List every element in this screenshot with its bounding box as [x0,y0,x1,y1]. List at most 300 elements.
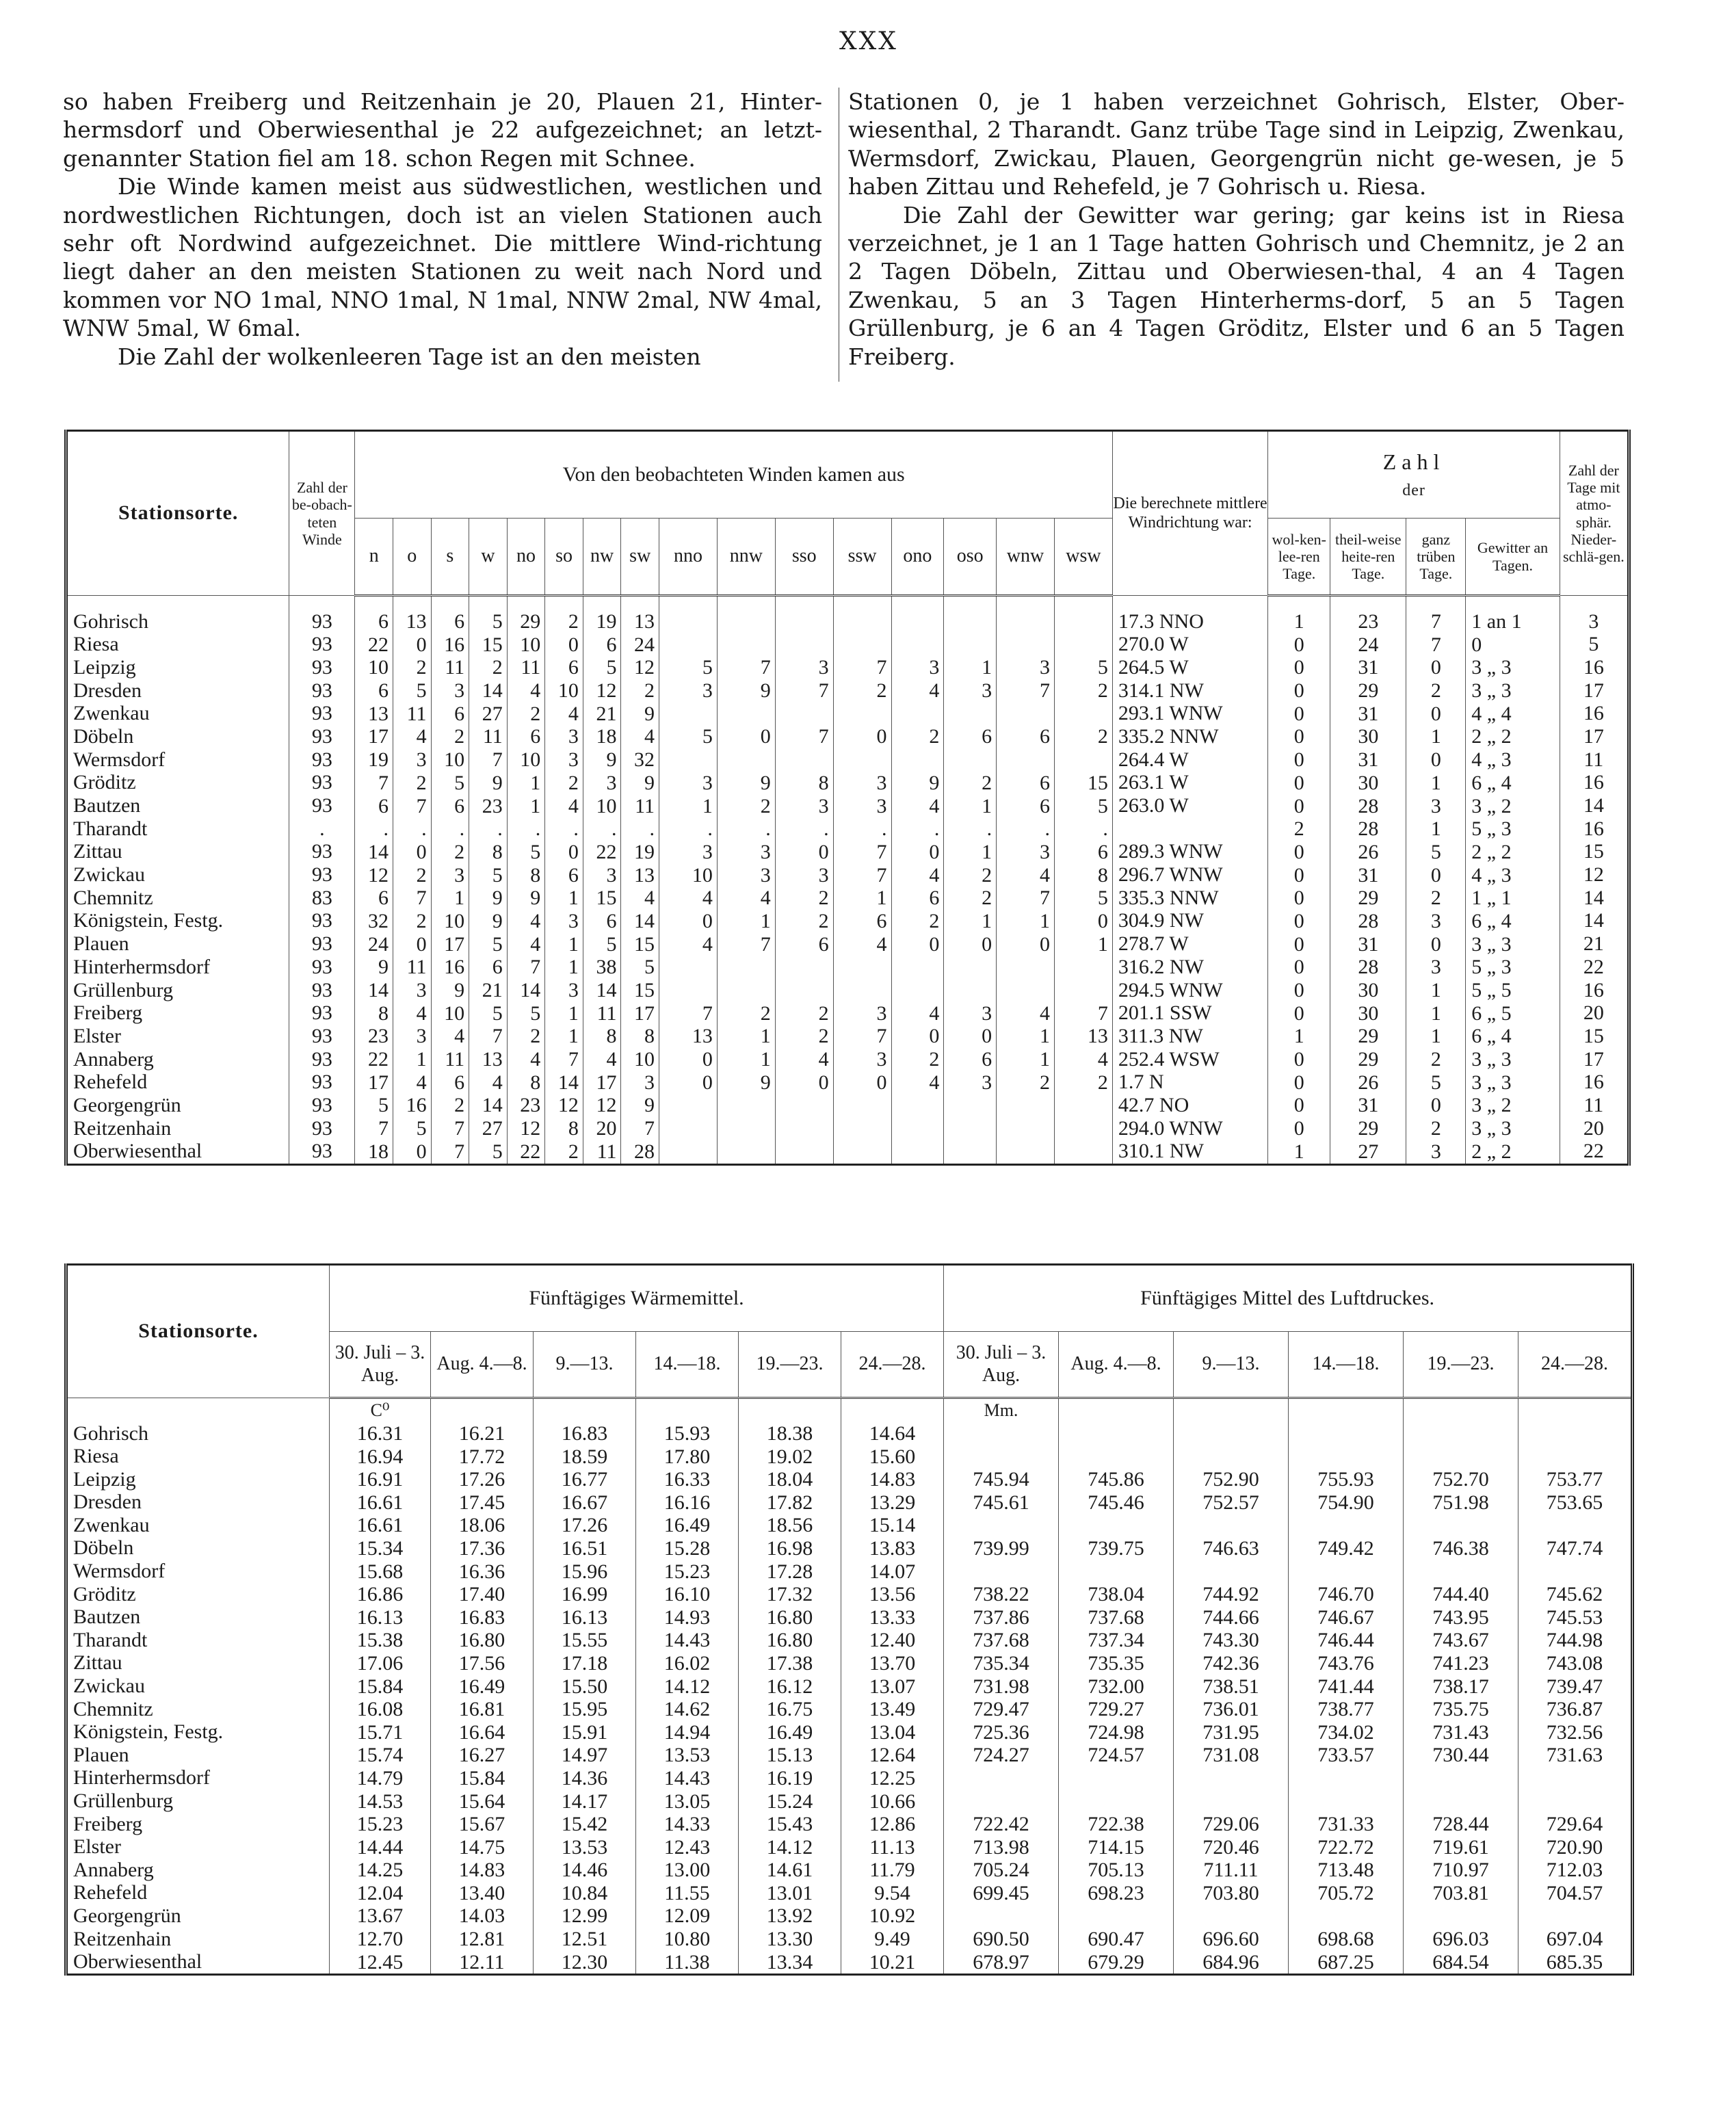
dir-so-cell: 2 [568,610,579,633]
clear-days-cell: 0 [1293,863,1304,887]
temperature-period-1-cell: 13.67 [356,1904,404,1928]
dir-o-cell: 2 [416,863,427,887]
dir-o-cell: 3 [416,1025,427,1048]
pressure-period-6-cell [1518,1560,1631,1584]
direction-header-s: s [431,519,469,596]
precip-days-cell: 11 [1583,1093,1604,1116]
unit-label [431,1399,533,1422]
dir-nnw-cell [718,703,771,726]
dir-w-cell: 23 [482,794,503,817]
temperature-period-2-cell: 17.26 [458,1468,505,1491]
dir-nno-cell [659,1140,713,1164]
dir-o-cell: 16 [406,1094,427,1117]
dir-nno-cell [659,1094,713,1117]
overcast-days-cell: 2 [1430,679,1441,703]
dir-n-cell: 19 [367,748,389,772]
dir-ono-cell: . [934,817,940,841]
dir-oso-cell: 6 [982,725,992,748]
unit-label [1404,1399,1518,1422]
pressure-period-6-cell: 736.87 [1546,1698,1603,1721]
dir-ono-cell [892,703,940,726]
dir-no-cell: 7 [530,956,541,979]
mean-direction-cell: 252.4 WSW [1118,1047,1220,1071]
dir-s-cell: 17 [444,932,465,956]
dir-o-cell: 7 [416,887,427,910]
partly-clear-days-cell: 30 [1358,979,1379,1001]
dir-sw-cell: 9 [644,702,655,725]
precip-days-cell: 20 [1583,1116,1604,1140]
station-cell: Leipzig [73,1467,136,1491]
dir-ssw-cell: 7 [876,863,887,887]
dir-ssw-cell: 7 [876,1025,887,1048]
dir-nw-cell: 19 [596,610,617,633]
dir-oso-cell: 0 [982,932,992,956]
temperature-period-6-cell: 13.04 [869,1720,916,1744]
dir-oso-cell: 1 [982,909,992,932]
dir-o-cell: 3 [416,979,427,1001]
dir-w-cell: 15 [482,633,503,656]
dir-no-cell: 11 [521,656,541,679]
dir-wsw-cell [1055,956,1108,979]
pressure-period-4-cell: 746.44 [1317,1629,1374,1652]
partly-clear-days-cell: 31 [1358,656,1379,679]
clear-days-cell: 0 [1293,656,1304,679]
period-header: 19.—23. [739,1332,841,1398]
dir-w-cell: 5 [492,1001,503,1025]
precip-days-header: Zahl der Tage mit atmo-sphär. Nieder-schlä-gen. [1560,431,1629,596]
pressure-period-2-cell: 722.38 [1088,1813,1144,1836]
pressure-period-5-cell: 728.44 [1432,1813,1489,1836]
dir-o-cell: 13 [406,610,427,633]
dir-nw-cell: 21 [596,702,617,725]
pressure-period-6-cell: 743.08 [1546,1651,1603,1675]
dir-so-cell: 0 [568,840,579,863]
dir-nno-cell: 0 [702,909,713,932]
pressure-period-1-cell [944,1790,1058,1813]
dir-sso-cell [776,1117,829,1140]
overcast-days-cell: 0 [1430,702,1441,725]
dir-s-cell: 4 [454,1025,465,1048]
dir-o-cell: 0 [416,932,427,956]
temperature-period-6-column [841,1398,944,1975]
temperature-period-5-cell: 14.61 [766,1859,813,1882]
station-cell: Bautzen [73,794,141,817]
dir-nw-cell: 11 [596,1001,617,1025]
pressure-period-4-cell: 713.48 [1317,1859,1374,1882]
precip-days-cell: 16 [1583,655,1604,679]
mean-direction-cell: 289.3 WNW [1118,840,1223,863]
period-header: 24.—28. [1518,1332,1633,1398]
station-cell: Hinterhermsdorf [73,1766,210,1789]
dir-nw-cell: 12 [596,1094,617,1117]
dir-wnw-cell: . [1044,817,1050,841]
pressure-period-3-column [1174,1398,1289,1975]
dir-n-cell: 23 [367,1025,389,1048]
thunderstorm-days-cell: 4 „ 3 [1471,748,1512,772]
pressure-period-3-cell: 743.30 [1202,1629,1259,1652]
dir-sso-cell: 2 [818,887,829,910]
dir-no-cell: 12 [520,1117,541,1140]
dir-wnw-column [997,596,1055,1165]
temperature-period-3-cell: 14.46 [561,1859,608,1882]
partly-clear-days-cell: 28 [1358,794,1379,817]
pressure-period-5-cell [1404,1560,1518,1584]
dir-nno-column [659,596,718,1165]
direction-header-oso: oso [944,519,997,596]
count-cell: 93 [311,609,332,633]
period-header: 9.—13. [1174,1332,1289,1398]
thunderstorm-days-cell: 5 „ 5 [1471,979,1512,1001]
overcast-days-cell: 0 [1430,748,1441,772]
temperature-period-3-cell: 10.84 [561,1881,608,1904]
dir-ssw-cell [834,1117,887,1140]
dir-o-cell: 0 [416,1140,427,1163]
temperature-period-3-cell: 12.30 [561,1950,608,1974]
pressure-period-1-cell: 725.36 [973,1720,1029,1744]
dir-nno-cell: 4 [702,887,713,910]
pressure-period-2-cell: 705.13 [1088,1859,1144,1882]
pressure-period-4-column [1289,1398,1404,1975]
station-cell: Gröditz [73,771,136,794]
station-cell: Georgengrün [73,1093,181,1116]
dir-so-cell: 12 [557,1094,579,1117]
temperature-period-6-cell: 13.29 [869,1491,916,1514]
dir-nno-cell: 3 [702,771,713,794]
unit-label [1518,1399,1631,1422]
dir-n-column [355,596,393,1165]
dir-so-cell: 10 [557,679,579,703]
dir-wsw-cell [1055,610,1108,633]
temperature-period-3-cell: 16.67 [561,1491,608,1514]
dir-wnw-cell: 6 [1040,725,1050,748]
pressure-period-2-cell: 729.27 [1088,1698,1144,1721]
dir-w-cell: 13 [482,1048,503,1071]
dir-oso-cell [944,633,992,657]
count-cell: 93 [311,1093,332,1116]
dir-o-cell: 0 [416,840,427,863]
dir-sso-cell: 8 [818,771,829,794]
period-header: Aug. 4.—8. [431,1332,534,1398]
pressure-period-5-column [1404,1398,1518,1975]
dir-nw-cell: 5 [606,656,617,679]
temperature-period-2-cell: 16.21 [458,1422,505,1445]
dir-sw-cell: 12 [634,656,655,679]
precip-days-cell: 22 [1583,955,1604,978]
station-column [66,1398,330,1975]
dir-no-cell: 8 [530,1071,541,1094]
temperature-period-5-cell: 16.75 [766,1698,813,1721]
dir-sso-cell: 6 [818,932,829,956]
overcast-days-cell: 3 [1430,1140,1441,1163]
dir-s-cell: 7 [454,1140,465,1163]
station-cell: Grüllenburg [73,978,174,1001]
clear-days-cell: 0 [1293,702,1304,725]
dir-nnw-cell: 1 [760,1048,771,1071]
pressure-period-2-cell [1059,1422,1173,1445]
pressure-period-1-cell: 745.61 [973,1491,1029,1514]
temperature-period-6-cell: 13.56 [869,1583,916,1606]
temperature-period-5-cell: 18.56 [766,1514,813,1537]
thunderstorm-days-cell: 1 „ 1 [1471,887,1512,910]
dir-ssw-cell [834,1094,887,1117]
dir-s-cell: 6 [454,794,465,817]
temperature-period-5-cell: 13.30 [766,1928,813,1951]
temperature-period-3-cell: 18.59 [561,1445,608,1468]
partly-clear-days-cell: 23 [1358,610,1379,633]
dir-oso-column [944,596,997,1165]
zahl-subheader: Gewitter an Tagen. [1466,519,1560,596]
dir-no-cell: 10 [520,633,541,656]
partly-clear-days-cell: 29 [1358,1048,1379,1071]
pressure-period-4-cell [1289,1560,1403,1584]
pressure-period-2-cell: 737.68 [1088,1605,1144,1629]
dir-s-cell: 11 [445,656,465,679]
count-cell: 93 [311,794,332,817]
dir-n-cell: 6 [378,887,389,910]
precip-days-cell: 21 [1583,932,1604,956]
mean-direction-cell: 263.0 W [1118,794,1189,817]
pressure-period-2-cell: 732.00 [1088,1675,1144,1698]
unit-label: Mm. [984,1400,1018,1420]
dir-w-cell: 9 [492,771,503,794]
temperature-period-6-cell: 13.70 [869,1651,916,1675]
pressure-period-6-cell: 747.74 [1546,1536,1603,1560]
dir-nw-cell: 15 [596,887,617,910]
zahl-subheader: theil-weise heite-ren Tage. [1330,519,1406,596]
clear-days-column [1268,596,1330,1165]
dir-ssw-cell: 0 [876,725,887,748]
thunderstorm-days-cell: 5 „ 3 [1471,817,1512,841]
overcast-days-cell: 1 [1430,771,1441,794]
dir-sw-cell: 9 [644,1094,655,1117]
dir-oso-cell: 1 [982,840,992,863]
pressure-period-1-cell: 729.47 [973,1698,1029,1721]
dir-n-cell: 24 [367,932,389,956]
dir-sw-cell: . [649,817,655,841]
dir-so-cell: 1 [568,887,579,910]
dir-wnw-cell: 4 [1040,863,1050,887]
dir-w-cell: 27 [482,702,503,725]
temperature-period-2-cell: 16.27 [458,1744,505,1767]
dir-wnw-cell: 0 [1040,932,1050,956]
dir-oso-cell: 3 [982,679,992,703]
overcast-days-cell: 1 [1430,725,1441,748]
precip-days-cell: 20 [1583,1001,1604,1025]
clear-days-cell: 0 [1293,725,1304,748]
dir-oso-cell [944,610,992,633]
dir-nno-cell [659,748,713,772]
temperature-period-3-cell: 15.42 [561,1813,608,1836]
precip-days-cell: 14 [1583,886,1604,909]
dir-s-cell: 2 [454,840,465,863]
dir-ono-cell: 2 [929,909,940,932]
dir-s-cell: 2 [454,725,465,748]
dir-nno-cell: 5 [702,725,713,748]
temperature-period-2-cell: 14.75 [458,1835,505,1859]
dir-so-cell: 6 [568,656,579,679]
dir-sw-cell: 28 [634,1140,655,1163]
temperature-period-5-cell: 14.12 [766,1835,813,1859]
temperature-period-3-column [534,1398,636,1975]
temperature-period-1-cell: 16.61 [356,1514,404,1537]
clear-days-cell: 0 [1293,679,1304,703]
pressure-period-5-cell [1404,1904,1518,1928]
dir-ssw-cell [834,748,887,772]
pressure-period-4-cell: 731.33 [1317,1813,1374,1836]
pressure-period-5-cell: 731.43 [1432,1720,1489,1744]
temperature-period-5-cell: 16.19 [766,1766,813,1789]
pressure-period-5-cell [1404,1790,1518,1813]
temperature-period-4-cell: 15.23 [663,1560,711,1583]
temperature-period-5-cell: 13.34 [766,1950,813,1974]
dir-wsw-cell: 7 [1097,1001,1108,1025]
pressure-period-3-cell: 736.01 [1202,1698,1259,1721]
temperature-period-3-cell: 16.13 [561,1605,608,1629]
dir-sso-cell [776,748,829,772]
thunderstorm-days-cell: 3 „ 3 [1471,1048,1512,1071]
dir-so-cell: 2 [568,771,579,794]
direction-header-ssw: ssw [833,519,891,596]
station-cell: Chemnitz [73,1697,153,1720]
pressure-period-4-cell [1289,1422,1403,1445]
dir-oso-cell: . [986,817,992,841]
temperature-period-5-cell: 18.38 [766,1422,813,1445]
dir-nno-cell [659,979,713,1002]
direction-header-nno: nno [659,519,718,596]
dir-ono-cell [892,1094,940,1117]
temperature-period-1-cell: 15.23 [356,1813,404,1836]
pressure-period-1-cell [944,1445,1058,1469]
partly-clear-days-cell: 29 [1358,1025,1379,1048]
dir-o-cell: 5 [416,1117,427,1140]
dir-ssw-cell: 4 [876,932,887,956]
dir-ono-cell: 2 [929,725,940,748]
dir-nw-cell: 3 [606,863,617,887]
dir-o-cell: 0 [416,633,427,656]
dir-sso-cell: 3 [818,656,829,679]
dir-s-cell: 1 [454,887,465,910]
dir-sso-cell: 3 [818,794,829,817]
dir-nno-cell: 10 [692,863,713,887]
pressure-period-1-cell: 724.27 [973,1744,1029,1767]
dir-wnw-cell: 7 [1040,679,1050,703]
pressure-period-2-cell: 735.35 [1088,1651,1144,1675]
dir-n-cell: 14 [367,840,389,863]
temperature-period-3-cell: 12.99 [561,1904,608,1928]
temperature-period-4-cell: 12.09 [663,1904,711,1928]
precip-days-cell: 22 [1583,1140,1604,1163]
overcast-days-cell: 2 [1430,887,1441,910]
partly-clear-days-cell: 28 [1358,909,1379,932]
temperature-period-2-cell: 15.84 [458,1766,505,1789]
zahl-subheader: ganz trüben Tage. [1406,519,1466,596]
temperature-period-6-cell: 13.07 [869,1675,916,1698]
dir-ono-cell: 0 [929,1025,940,1048]
pressure-period-2-cell: 690.47 [1088,1928,1144,1951]
direction-header-nnw: nnw [717,519,775,596]
dir-no-cell: 23 [520,1094,541,1117]
temperature-period-6-cell: 11.13 [869,1835,915,1859]
dir-wnw-cell [997,979,1050,1002]
pressure-period-3-cell [1174,1422,1288,1445]
pressure-period-6-cell: 744.98 [1546,1629,1603,1652]
precip-days-cell: 12 [1583,863,1604,887]
station-cell: Freiberg [73,1812,143,1835]
station-cell: Gröditz [73,1582,136,1605]
pressure-period-6-column [1518,1398,1633,1975]
period-header: 30. Juli – 3. Aug. [944,1332,1059,1398]
dir-s-cell: 16 [444,633,465,656]
dir-sw-cell: 32 [634,748,655,772]
dir-nw-cell: 5 [606,932,617,956]
dir-s-column [431,596,469,1165]
dir-sw-cell: 13 [634,610,655,633]
dir-sw-cell: 3 [644,1071,655,1094]
dir-oso-cell [944,1094,992,1117]
temperature-period-5-cell: 17.28 [766,1560,813,1583]
dir-oso-cell: 1 [982,656,992,679]
pressure-period-3-cell: 731.95 [1202,1720,1259,1744]
dir-n-cell: 10 [367,656,389,679]
dir-wnw-cell [997,610,1050,633]
temperature-period-4-cell: 14.12 [663,1675,711,1698]
temperature-period-1-cell: 15.38 [356,1629,404,1652]
dir-so-cell: . [573,817,579,841]
temperature-period-2-cell: 14.03 [458,1904,505,1928]
station-cell: Plauen [73,932,129,956]
dir-oso-cell: 2 [982,863,992,887]
temperature-period-3-cell: 16.83 [561,1422,608,1445]
dir-so-cell: 2 [568,1140,579,1163]
temperature-period-4-cell: 11.55 [664,1881,710,1904]
station-cell: Döbeln [73,1536,134,1560]
clear-days-cell: 0 [1293,771,1304,794]
pressure-period-5-cell: 703.81 [1432,1881,1489,1904]
dir-ono-cell: 0 [929,932,940,956]
pressure-period-2-cell: 737.34 [1088,1629,1144,1652]
pressure-period-3-cell: 720.46 [1202,1835,1259,1859]
pressure-period-5-cell: 730.44 [1432,1744,1489,1767]
dir-wsw-column [1055,596,1113,1165]
dir-ssw-cell: 6 [876,909,887,932]
count-cell: 93 [311,771,332,794]
mean-direction-cell: 304.9 NW [1118,909,1204,932]
station-cell: Dresden [73,679,142,702]
direction-header-so: so [545,519,583,596]
dir-sw-cell: 10 [634,1048,655,1071]
dir-nw-cell: 3 [606,771,617,794]
pressure-period-5-cell: 719.61 [1432,1835,1489,1859]
dir-oso-cell [944,1117,992,1140]
direction-header-ono: ono [891,519,944,596]
dir-sso-cell [776,703,829,726]
count-cell: 83 [311,886,332,909]
partly-clear-days-cell: 30 [1358,725,1379,748]
dir-nw-cell: 12 [596,679,617,703]
mean-direction-cell: 42.7 NO [1118,1093,1189,1116]
temperature-period-2-cell: 14.83 [458,1859,505,1882]
temperature-period-6-cell: 13.83 [869,1536,916,1560]
thunderstorm-days-cell: 2 „ 2 [1471,725,1512,748]
temperature-period-3-cell: 13.53 [561,1835,608,1859]
der-label: der [1402,482,1425,499]
partly-clear-days-cell: 31 [1358,863,1379,887]
pressure-period-4-cell: 746.67 [1317,1605,1374,1629]
mean-direction-cell: 294.5 WNW [1118,978,1223,1001]
dir-wsw-cell [1055,1140,1108,1164]
pressure-period-3-cell [1174,1767,1288,1790]
thunderstorm-days-cell: 6 „ 4 [1471,771,1512,794]
